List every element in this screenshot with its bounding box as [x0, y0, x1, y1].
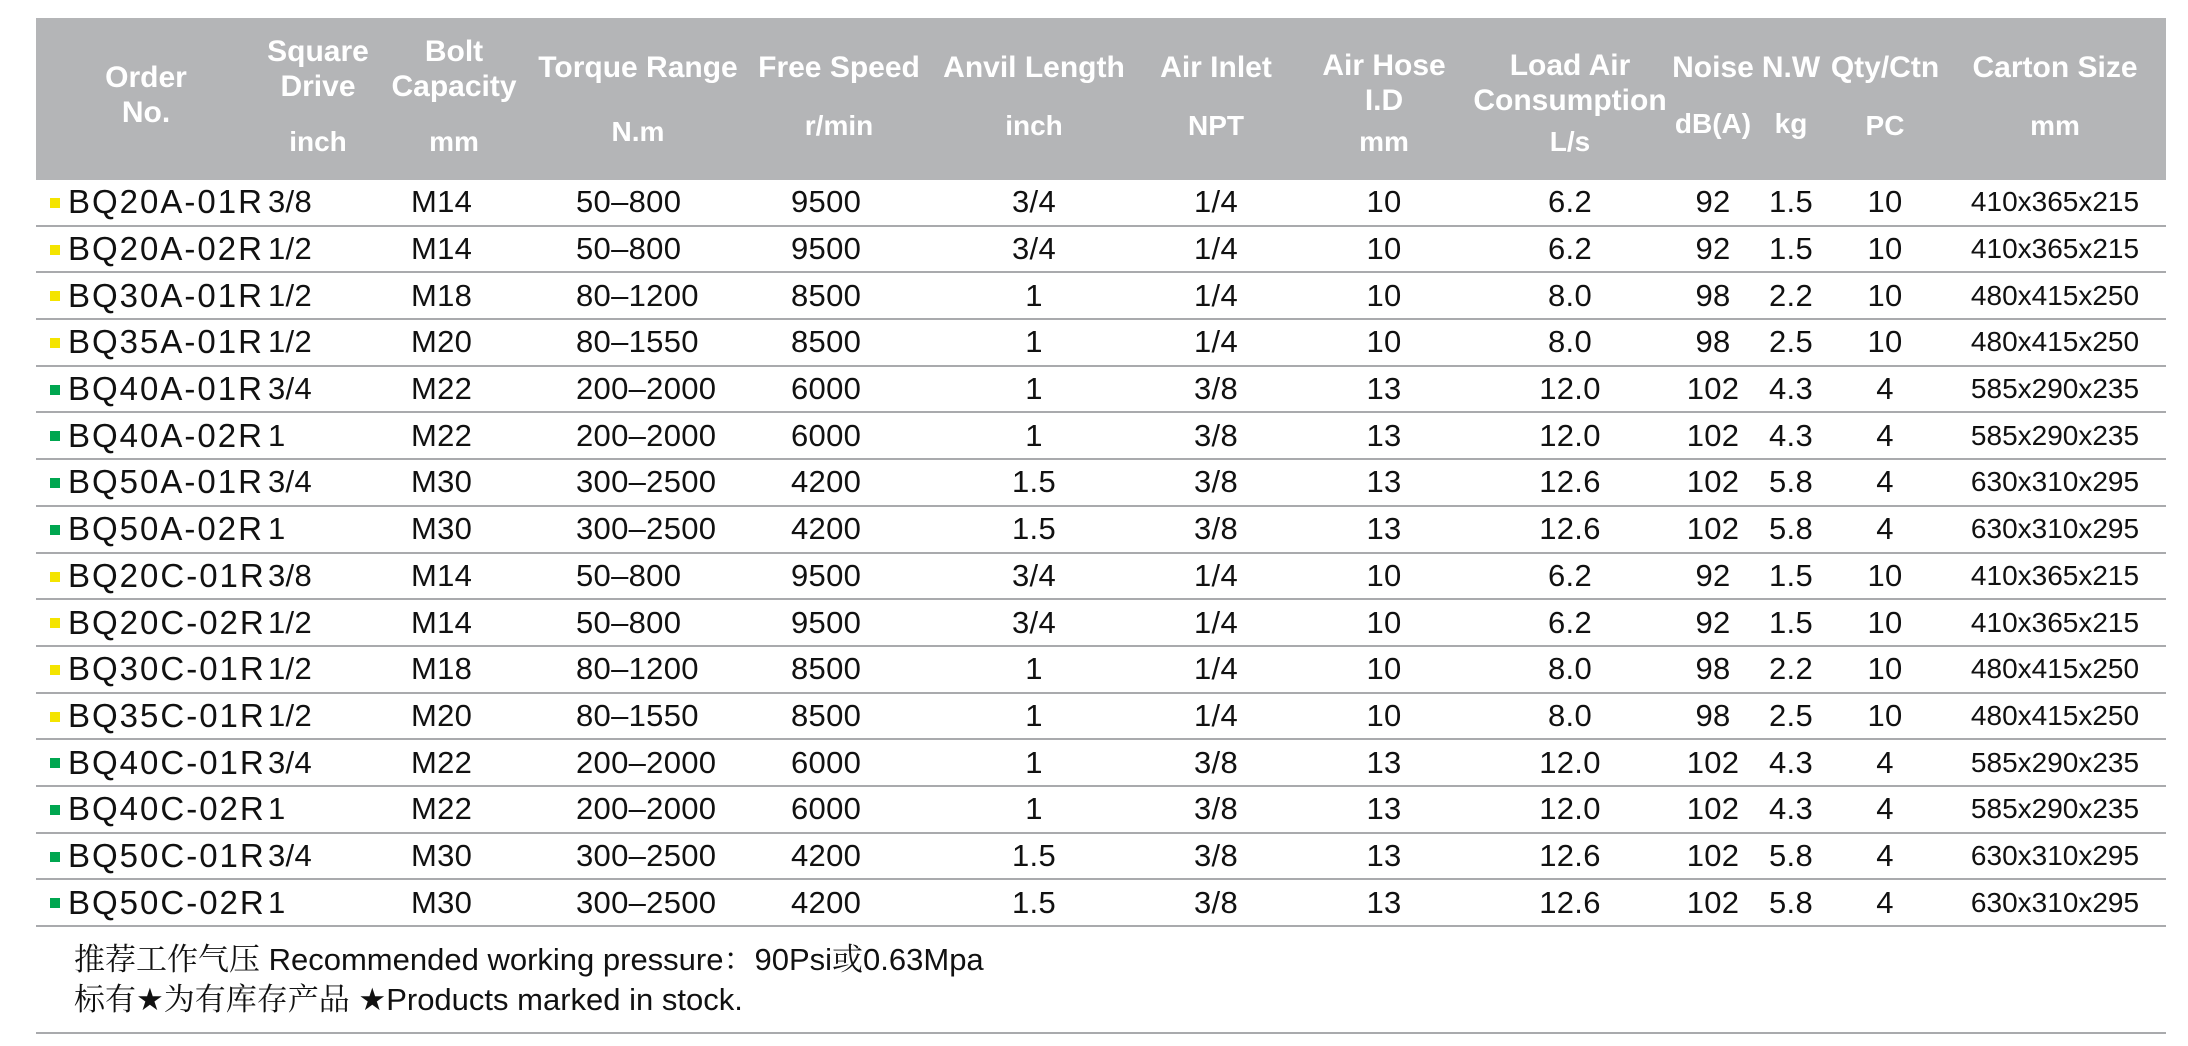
- column-name: Square Drive: [267, 35, 369, 103]
- bolt-cell: M18: [411, 277, 473, 313]
- column-name: Load Air Consumption: [1473, 49, 1667, 117]
- column-header-order: [56, 18, 236, 180]
- nw-cell: 5.8: [1769, 884, 1813, 920]
- carton-cell: 410x365x215: [1970, 186, 2140, 218]
- carton-cell: 585x290x235: [1970, 746, 2140, 778]
- bolt-cell: M20: [411, 324, 473, 360]
- table-row: [36, 227, 2166, 274]
- column-unit: dB(A): [1674, 108, 1752, 139]
- column-header-bolt: [389, 18, 519, 180]
- qty-cell: 4: [1876, 791, 1894, 827]
- qty-cell: 10: [1867, 604, 1903, 640]
- table-row: [36, 647, 2166, 694]
- column-header-qty: [1826, 18, 1944, 180]
- inlet-cell: 1/4: [1194, 277, 1238, 313]
- air-cell: 12.6: [1539, 464, 1601, 500]
- row-bullet-icon: [50, 478, 60, 488]
- inlet-cell: 3/8: [1194, 884, 1238, 920]
- bolt-cell: M22: [411, 417, 473, 453]
- inlet-cell: 3/8: [1194, 371, 1238, 407]
- carton-cell: 480x415x250: [1970, 326, 2140, 358]
- torque-cell: 50–800: [576, 231, 682, 267]
- drive-cell: 3/4: [268, 837, 312, 873]
- qty-cell: 4: [1876, 371, 1894, 407]
- nw-cell: 4.3: [1769, 791, 1813, 827]
- order-no-cell: BQ20A-02R: [68, 230, 264, 268]
- carton-cell: 630x310x295: [1970, 839, 2140, 871]
- row-bullet-icon: [50, 805, 60, 815]
- row-bullet-icon: [50, 898, 60, 908]
- order-no-cell: BQ20C-02R: [68, 603, 266, 641]
- qty-cell: 4: [1876, 884, 1894, 920]
- noise-cell: 102: [1686, 371, 1740, 407]
- carton-cell: 410x365x215: [1970, 559, 2140, 591]
- bolt-cell: M30: [411, 884, 473, 920]
- order-no-cell: BQ20C-01R: [68, 556, 266, 594]
- speed-cell: 6000: [791, 417, 862, 453]
- nw-cell: 2.5: [1769, 697, 1813, 733]
- column-unit: L/s: [1549, 126, 1591, 157]
- hose-cell: 10: [1366, 231, 1402, 267]
- speed-cell: 6000: [791, 744, 862, 780]
- drive-cell: 1/2: [268, 604, 312, 640]
- air-cell: 12.0: [1539, 371, 1601, 407]
- bolt-cell: M30: [411, 464, 473, 500]
- inlet-cell: 1/4: [1194, 604, 1238, 640]
- noise-cell: 98: [1695, 324, 1731, 360]
- table-row: [36, 880, 2166, 927]
- noise-cell: 102: [1686, 511, 1740, 547]
- noise-cell: 98: [1695, 651, 1731, 687]
- carton-cell: 630x310x295: [1970, 466, 2140, 498]
- table-row: [36, 180, 2166, 227]
- air-cell: 12.0: [1539, 417, 1601, 453]
- torque-cell: 300–2500: [576, 511, 717, 547]
- column-header-speed: [744, 18, 934, 180]
- speed-cell: 9500: [791, 184, 862, 220]
- column-unit: kg: [1774, 108, 1808, 139]
- anvil-cell: 1: [1025, 277, 1043, 313]
- noise-cell: 98: [1695, 277, 1731, 313]
- air-cell: 8.0: [1548, 651, 1592, 687]
- inlet-cell: 1/4: [1194, 697, 1238, 733]
- bolt-cell: M22: [411, 371, 473, 407]
- torque-cell: 50–800: [576, 184, 682, 220]
- row-bullet-icon: [50, 245, 60, 255]
- nw-cell: 4.3: [1769, 744, 1813, 780]
- inlet-cell: 1/4: [1194, 184, 1238, 220]
- qty-cell: 10: [1867, 557, 1903, 593]
- inlet-cell: 3/8: [1194, 744, 1238, 780]
- anvil-cell: 1.5: [1012, 837, 1056, 873]
- inlet-cell: 1/4: [1194, 324, 1238, 360]
- anvil-cell: 1: [1025, 324, 1043, 360]
- torque-cell: 300–2500: [576, 884, 717, 920]
- column-header-carton: [1946, 18, 2164, 180]
- column-header-noise: [1670, 18, 1756, 180]
- carton-cell: 585x290x235: [1970, 419, 2140, 451]
- order-no-cell: BQ50C-01R: [68, 836, 266, 874]
- inlet-cell: 1/4: [1194, 557, 1238, 593]
- nw-cell: 5.8: [1769, 837, 1813, 873]
- table-row: [36, 740, 2166, 787]
- column-header-nw: [1756, 18, 1826, 180]
- carton-cell: 630x310x295: [1970, 513, 2140, 545]
- qty-cell: 10: [1867, 231, 1903, 267]
- anvil-cell: 1: [1025, 791, 1043, 827]
- table-row: [36, 367, 2166, 414]
- air-cell: 12.0: [1539, 744, 1601, 780]
- hose-cell: 10: [1366, 557, 1402, 593]
- table-row: [36, 413, 2166, 460]
- nw-cell: 5.8: [1769, 511, 1813, 547]
- column-name: Order No.: [105, 61, 187, 129]
- anvil-cell: 1.5: [1012, 464, 1056, 500]
- anvil-cell: 1.5: [1012, 884, 1056, 920]
- noise-cell: 102: [1686, 884, 1740, 920]
- bolt-cell: M22: [411, 791, 473, 827]
- nw-cell: 2.5: [1769, 324, 1813, 360]
- inlet-cell: 1/4: [1194, 231, 1238, 267]
- air-cell: 6.2: [1548, 184, 1592, 220]
- air-cell: 8.0: [1548, 697, 1592, 733]
- row-bullet-icon: [50, 291, 60, 301]
- noise-cell: 102: [1686, 744, 1740, 780]
- pressure-note: 推荐工作气压 Recommended working pressure：90Psi或0.63Mpa: [74, 942, 984, 977]
- anvil-cell: 1.5: [1012, 511, 1056, 547]
- anvil-cell: 3/4: [1012, 604, 1056, 640]
- air-cell: 12.0: [1539, 791, 1601, 827]
- air-cell: 8.0: [1548, 277, 1592, 313]
- column-name: Carton Size: [1972, 51, 2138, 84]
- order-no-cell: BQ40A-02R: [68, 416, 264, 454]
- torque-cell: 80–1550: [576, 697, 699, 733]
- table-header: [36, 18, 2166, 180]
- speed-cell: 9500: [791, 557, 862, 593]
- anvil-cell: 3/4: [1012, 557, 1056, 593]
- bolt-cell: M20: [411, 697, 473, 733]
- drive-cell: 3/8: [268, 557, 312, 593]
- anvil-cell: 1: [1025, 744, 1043, 780]
- noise-cell: 102: [1686, 837, 1740, 873]
- qty-cell: 4: [1876, 417, 1894, 453]
- drive-cell: 1/2: [268, 231, 312, 267]
- hose-cell: 13: [1366, 371, 1402, 407]
- air-cell: 6.2: [1548, 557, 1592, 593]
- bolt-cell: M14: [411, 184, 473, 220]
- speed-cell: 9500: [791, 231, 862, 267]
- table-row: [36, 694, 2166, 741]
- speed-cell: 8500: [791, 651, 862, 687]
- torque-cell: 200–2000: [576, 791, 717, 827]
- air-cell: 12.6: [1539, 884, 1601, 920]
- column-header-torque: [533, 18, 743, 180]
- column-unit: mm: [1359, 126, 1409, 157]
- drive-cell: 3/4: [268, 744, 312, 780]
- hose-cell: 13: [1366, 744, 1402, 780]
- nw-cell: 4.3: [1769, 371, 1813, 407]
- footer-notes: [36, 932, 2166, 1034]
- nw-cell: 1.5: [1769, 184, 1813, 220]
- qty-cell: 4: [1876, 464, 1894, 500]
- bolt-cell: M14: [411, 231, 473, 267]
- hose-cell: 13: [1366, 837, 1402, 873]
- row-bullet-icon: [50, 852, 60, 862]
- inlet-cell: 3/8: [1194, 417, 1238, 453]
- torque-cell: 80–1200: [576, 277, 699, 313]
- column-header-hose: [1298, 18, 1470, 180]
- bolt-cell: M14: [411, 604, 473, 640]
- carton-cell: 480x415x250: [1970, 653, 2140, 685]
- order-no-cell: BQ40C-01R: [68, 743, 266, 781]
- column-unit: r/min: [804, 110, 874, 141]
- nw-cell: 1.5: [1769, 557, 1813, 593]
- torque-cell: 80–1550: [576, 324, 699, 360]
- column-name: Torque Range: [538, 51, 738, 84]
- hose-cell: 13: [1366, 464, 1402, 500]
- column-name: Qty/Ctn: [1830, 51, 1940, 84]
- column-unit: inch: [1005, 110, 1063, 141]
- noise-cell: 98: [1695, 697, 1731, 733]
- table-row: [36, 600, 2166, 647]
- air-cell: 8.0: [1548, 324, 1592, 360]
- noise-cell: 92: [1695, 231, 1731, 267]
- speed-cell: 9500: [791, 604, 862, 640]
- torque-cell: 200–2000: [576, 744, 717, 780]
- table-row: [36, 507, 2166, 554]
- hose-cell: 10: [1366, 184, 1402, 220]
- speed-cell: 4200: [791, 884, 862, 920]
- column-header-drive: [258, 18, 378, 180]
- speed-cell: 4200: [791, 464, 862, 500]
- column-unit: mm: [2030, 110, 2080, 141]
- order-no-cell: BQ35C-01R: [68, 696, 266, 734]
- table-body: [36, 180, 2166, 927]
- column-name: Air Hose I.D: [1322, 49, 1446, 117]
- carton-cell: 585x290x235: [1970, 373, 2140, 405]
- table-row: [36, 460, 2166, 507]
- nw-cell: 4.3: [1769, 417, 1813, 453]
- qty-cell: 4: [1876, 511, 1894, 547]
- torque-cell: 200–2000: [576, 371, 717, 407]
- row-bullet-icon: [50, 385, 60, 395]
- speed-cell: 4200: [791, 837, 862, 873]
- qty-cell: 10: [1867, 184, 1903, 220]
- order-no-cell: BQ30C-01R: [68, 650, 266, 688]
- nw-cell: 1.5: [1769, 604, 1813, 640]
- table-row: [36, 273, 2166, 320]
- order-no-cell: BQ30A-01R: [68, 276, 264, 314]
- drive-cell: 3/8: [268, 184, 312, 220]
- bolt-cell: M14: [411, 557, 473, 593]
- row-bullet-icon: [50, 712, 60, 722]
- nw-cell: 2.2: [1769, 651, 1813, 687]
- order-no-cell: BQ50A-01R: [68, 463, 264, 501]
- qty-cell: 10: [1867, 277, 1903, 313]
- torque-cell: 80–1200: [576, 651, 699, 687]
- column-unit: N.m: [611, 116, 665, 147]
- hose-cell: 10: [1366, 324, 1402, 360]
- noise-cell: 92: [1695, 557, 1731, 593]
- row-bullet-icon: [50, 572, 60, 582]
- nw-cell: 5.8: [1769, 464, 1813, 500]
- inlet-cell: 3/8: [1194, 511, 1238, 547]
- row-bullet-icon: [50, 618, 60, 628]
- column-name: Anvil Length: [943, 51, 1125, 84]
- order-no-cell: BQ35A-01R: [68, 323, 264, 361]
- speed-cell: 8500: [791, 277, 862, 313]
- column-name: Free Speed: [758, 51, 920, 84]
- order-no-cell: BQ50A-02R: [68, 510, 264, 548]
- speed-cell: 8500: [791, 697, 862, 733]
- hose-cell: 10: [1366, 277, 1402, 313]
- order-no-cell: BQ20A-01R: [68, 183, 264, 221]
- speed-cell: 8500: [791, 324, 862, 360]
- drive-cell: 1/2: [268, 277, 312, 313]
- column-header-air: [1470, 18, 1670, 180]
- hose-cell: 13: [1366, 884, 1402, 920]
- anvil-cell: 1: [1025, 417, 1043, 453]
- hose-cell: 13: [1366, 417, 1402, 453]
- column-unit: inch: [289, 126, 347, 157]
- speed-cell: 6000: [791, 371, 862, 407]
- noise-cell: 102: [1686, 791, 1740, 827]
- inlet-cell: 3/8: [1194, 837, 1238, 873]
- inlet-cell: 1/4: [1194, 651, 1238, 687]
- inlet-cell: 3/8: [1194, 791, 1238, 827]
- row-bullet-icon: [50, 338, 60, 348]
- order-no-cell: BQ40A-01R: [68, 370, 264, 408]
- torque-cell: 300–2500: [576, 837, 717, 873]
- qty-cell: 4: [1876, 837, 1894, 873]
- column-header-inlet: [1134, 18, 1298, 180]
- torque-cell: 200–2000: [576, 417, 717, 453]
- speed-cell: 4200: [791, 511, 862, 547]
- column-unit: PC: [1865, 110, 1905, 141]
- air-cell: 12.6: [1539, 837, 1601, 873]
- carton-cell: 480x415x250: [1970, 699, 2140, 731]
- anvil-cell: 3/4: [1012, 184, 1056, 220]
- speed-cell: 6000: [791, 791, 862, 827]
- row-bullet-icon: [50, 665, 60, 675]
- bolt-cell: M30: [411, 511, 473, 547]
- air-cell: 6.2: [1548, 604, 1592, 640]
- hose-cell: 13: [1366, 511, 1402, 547]
- column-name: N.W: [1761, 51, 1821, 84]
- table-row: [36, 787, 2166, 834]
- anvil-cell: 1: [1025, 371, 1043, 407]
- noise-cell: 102: [1686, 417, 1740, 453]
- carton-cell: 410x365x215: [1970, 606, 2140, 638]
- nw-cell: 2.2: [1769, 277, 1813, 313]
- hose-cell: 10: [1366, 697, 1402, 733]
- table-row: [36, 554, 2166, 601]
- inlet-cell: 3/8: [1194, 464, 1238, 500]
- row-bullet-icon: [50, 198, 60, 208]
- table-row: [36, 320, 2166, 367]
- drive-cell: 3/4: [268, 464, 312, 500]
- carton-cell: 480x415x250: [1970, 279, 2140, 311]
- hose-cell: 10: [1366, 651, 1402, 687]
- drive-cell: 1: [268, 511, 286, 547]
- anvil-cell: 1: [1025, 697, 1043, 733]
- column-unit: NPT: [1188, 110, 1244, 141]
- row-bullet-icon: [50, 431, 60, 441]
- qty-cell: 4: [1876, 744, 1894, 780]
- order-no-cell: BQ50C-02R: [68, 883, 266, 921]
- noise-cell: 92: [1695, 184, 1731, 220]
- hose-cell: 13: [1366, 791, 1402, 827]
- drive-cell: 1: [268, 884, 286, 920]
- hose-cell: 10: [1366, 604, 1402, 640]
- anvil-cell: 1: [1025, 651, 1043, 687]
- qty-cell: 10: [1867, 324, 1903, 360]
- torque-cell: 50–800: [576, 557, 682, 593]
- qty-cell: 10: [1867, 697, 1903, 733]
- column-name: Bolt Capacity: [391, 35, 517, 103]
- drive-cell: 1/2: [268, 324, 312, 360]
- carton-cell: 410x365x215: [1970, 233, 2140, 265]
- drive-cell: 1/2: [268, 651, 312, 687]
- drive-cell: 1: [268, 791, 286, 827]
- bolt-cell: M22: [411, 744, 473, 780]
- row-bullet-icon: [50, 525, 60, 535]
- air-cell: 12.6: [1539, 511, 1601, 547]
- stock-note: 标有★为有库存产品 ★Products marked in stock.: [74, 982, 743, 1017]
- nw-cell: 1.5: [1769, 231, 1813, 267]
- column-name: Air Inlet: [1160, 51, 1272, 84]
- bolt-cell: M30: [411, 837, 473, 873]
- carton-cell: 630x310x295: [1970, 886, 2140, 918]
- noise-cell: 102: [1686, 464, 1740, 500]
- row-bullet-icon: [50, 758, 60, 768]
- qty-cell: 10: [1867, 651, 1903, 687]
- spec-table: [36, 18, 2166, 927]
- order-no-cell: BQ40C-02R: [68, 790, 266, 828]
- anvil-cell: 3/4: [1012, 231, 1056, 267]
- drive-cell: 3/4: [268, 371, 312, 407]
- torque-cell: 50–800: [576, 604, 682, 640]
- air-cell: 6.2: [1548, 231, 1592, 267]
- column-header-anvil: [934, 18, 1134, 180]
- drive-cell: 1: [268, 417, 286, 453]
- noise-cell: 92: [1695, 604, 1731, 640]
- column-name: Noise: [1672, 51, 1754, 84]
- drive-cell: 1/2: [268, 697, 312, 733]
- torque-cell: 300–2500: [576, 464, 717, 500]
- bolt-cell: M18: [411, 651, 473, 687]
- carton-cell: 585x290x235: [1970, 793, 2140, 825]
- table-row: [36, 834, 2166, 881]
- column-unit: mm: [429, 126, 479, 157]
